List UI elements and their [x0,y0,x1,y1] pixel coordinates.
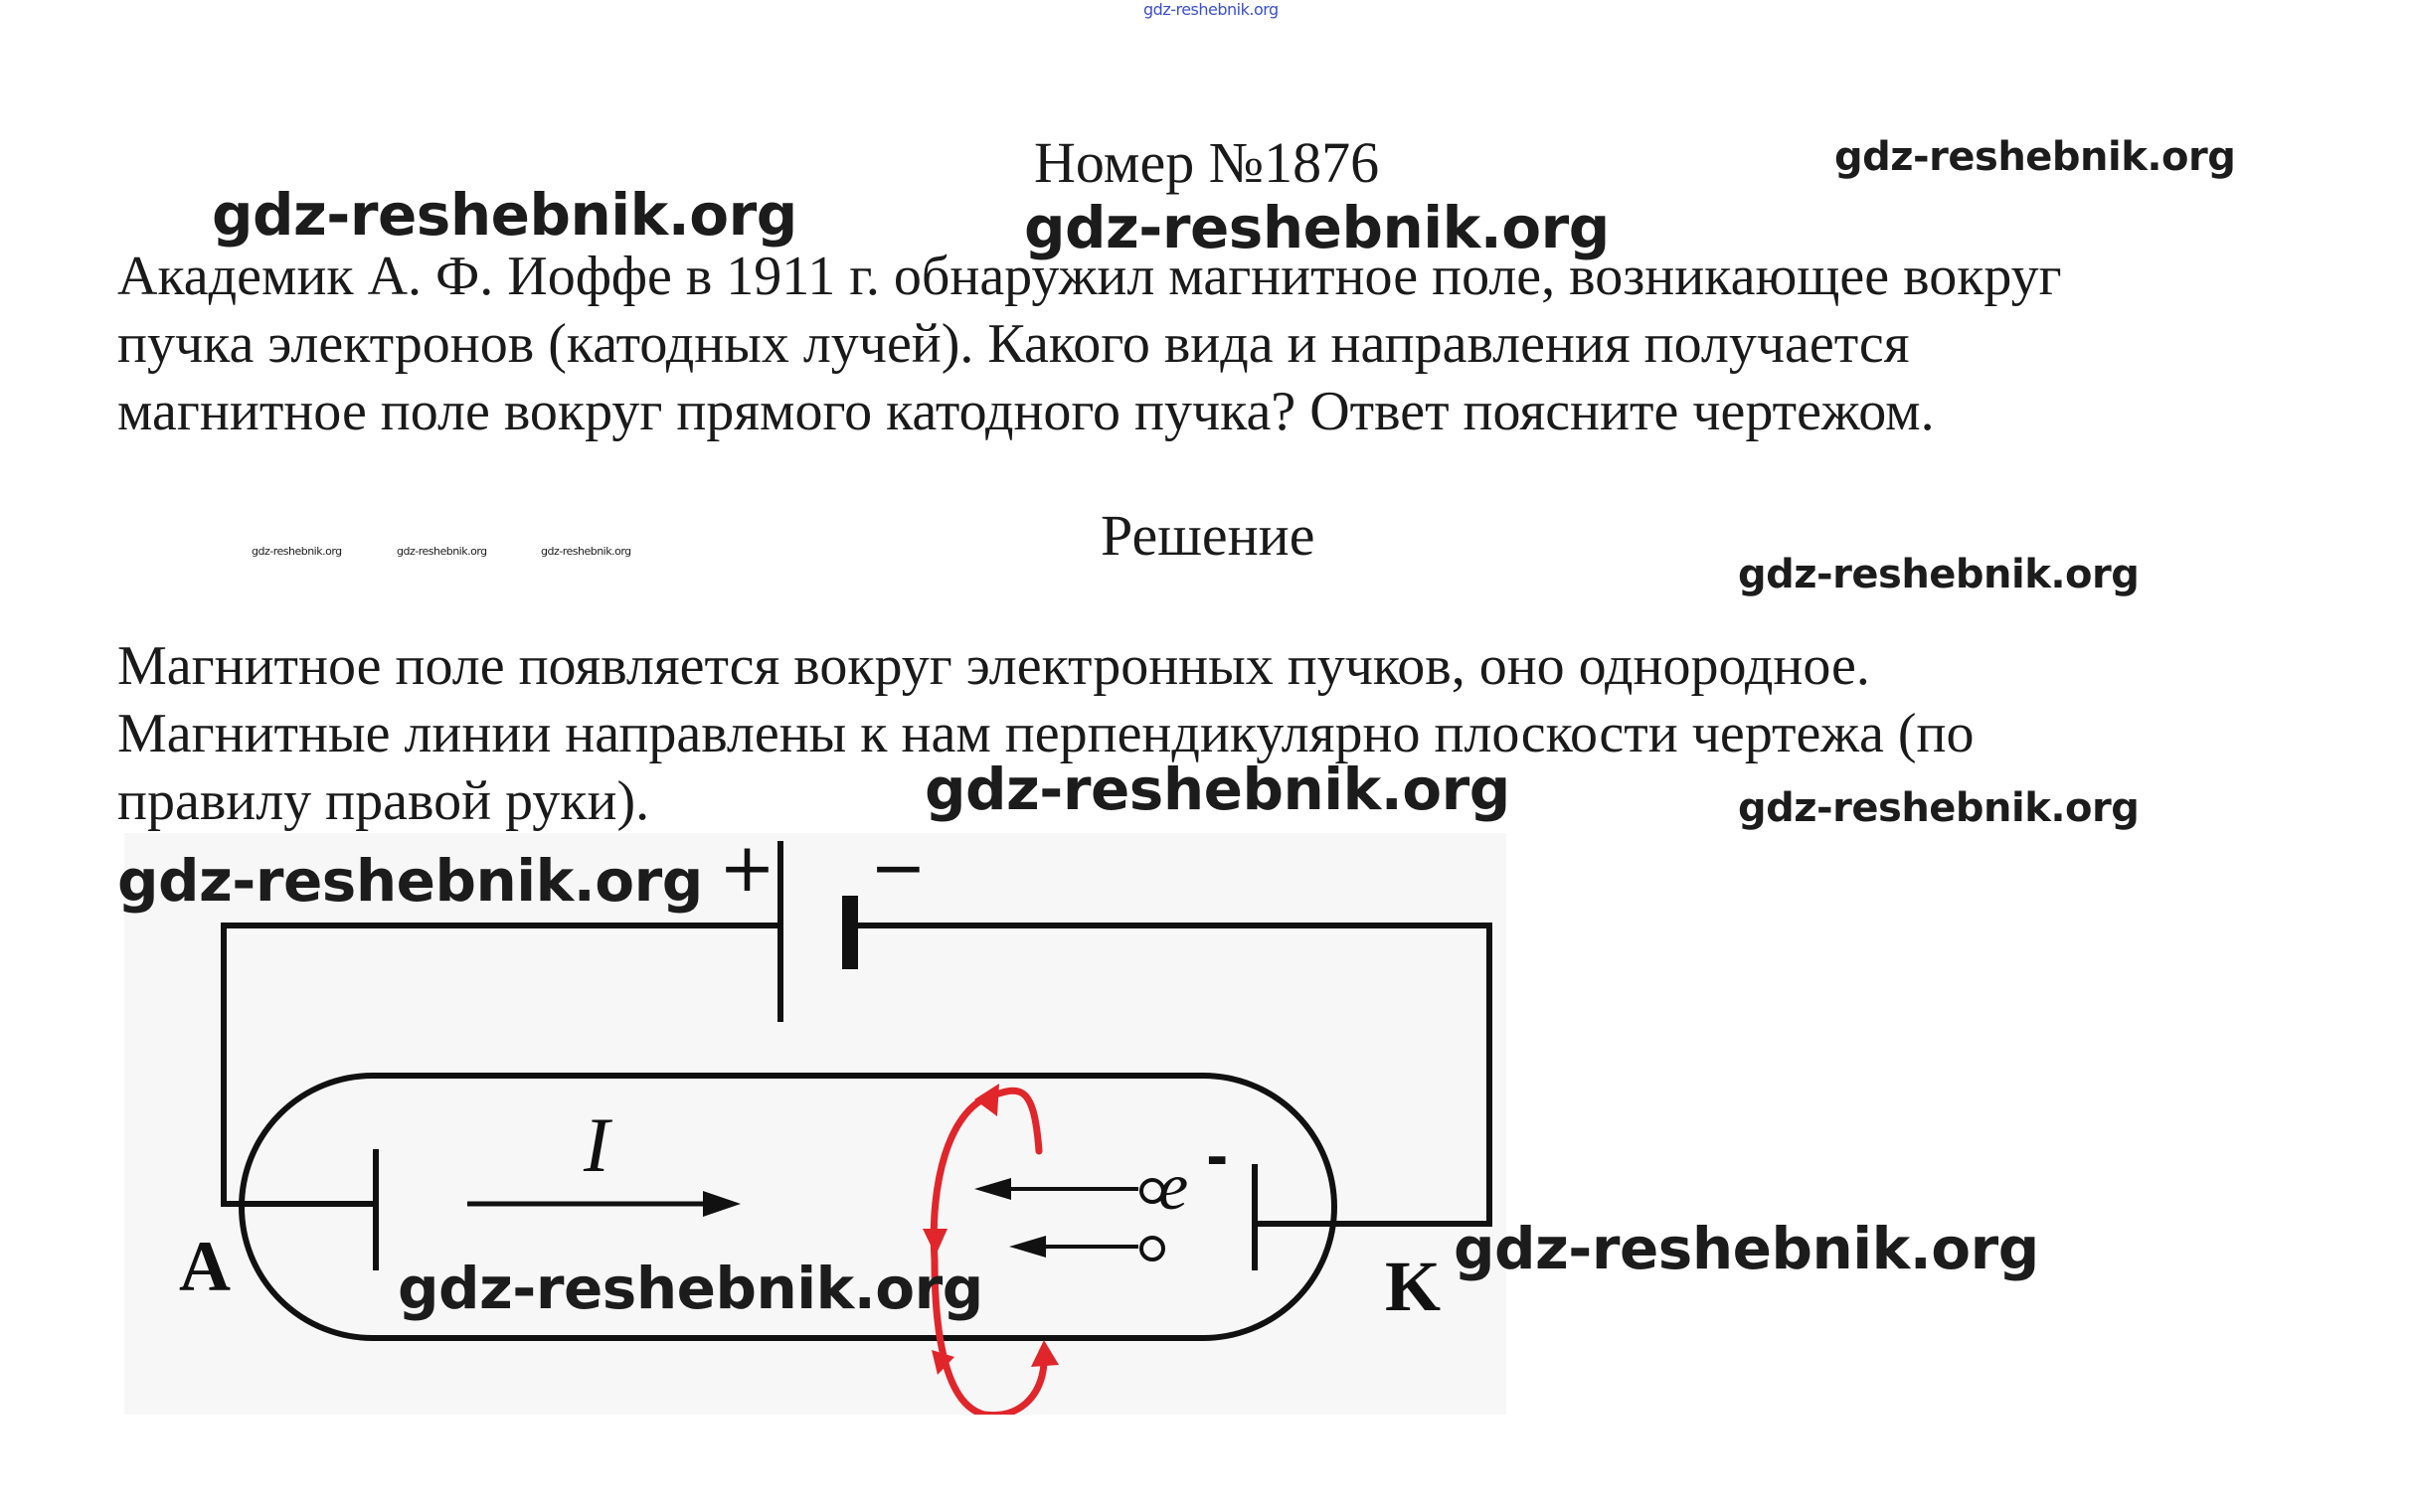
current-label: I [584,1101,609,1188]
solution-line: Магнитное поле появляется вокруг электронных пучков, оно однородное. [117,635,1870,697]
current-arrow-head [703,1191,741,1217]
watermark: gdz-reshebnik.org [1024,194,1610,261]
battery-minus-label: − [870,833,927,908]
watermark-small: gdz-reshebnik.org [541,545,631,558]
watermark-small: gdz-reshebnik.org [252,545,342,558]
watermark-small: gdz-reshebnik.org [397,545,487,558]
anode-label: A [179,1227,231,1306]
solution-heading: Решение [1101,503,1315,568]
field-arrow-left [923,1229,948,1256]
electron-circle-bottom [1141,1238,1163,1260]
left-wire [224,925,780,1204]
solution-line: правилу правой руки). [117,770,650,832]
field-arrow-top [974,1084,999,1116]
watermark: gdz-reshebnik.org [212,181,797,249]
magnetic-field-line [934,1091,1044,1415]
electron-arrow-head-bottom [1009,1236,1046,1258]
header-watermark: gdz-reshebnik.org [1143,0,1279,19]
field-arrow-bottom-right [1031,1340,1059,1367]
watermark: gdz-reshebnik.org [925,756,1510,823]
watermark: gdz-reshebnik.org [117,847,703,915]
watermark: gdz-reshebnik.org [1834,134,2236,180]
solution-line: Магнитные линии направлены к нам перпендикулярно плоскости чертежа (по [117,703,1975,764]
cathode-ray-tube-diagram [124,833,1506,1415]
electron-label: e [1158,1148,1189,1224]
battery-plus-label: + [719,833,776,908]
page-title: Номер №1876 [1034,130,1380,195]
cathode-label: K [1385,1247,1442,1326]
watermark: gdz-reshebnik.org [1454,1215,2039,1282]
problem-line: магнитное поле вокруг прямого катодного пучка? Ответ поясните чертежом. [117,381,1935,442]
electron-charge-label: - [1206,1126,1229,1189]
problem-line: пучка электронов (катодных лучей). Какого вида и направления получается [117,313,1910,375]
diagram-svg [124,833,1506,1415]
watermark: gdz-reshebnik.org [1738,785,2140,831]
problem-line: Академик А. Ф. Иоффе в 1911 г. обнаружил магнитное поле, возникающее вокруг [117,246,2062,307]
problem-text [117,243,2062,445]
watermark: gdz-reshebnik.org [398,1255,983,1322]
electron-arrow-head-top [974,1178,1011,1200]
watermark: gdz-reshebnik.org [1738,552,2140,597]
